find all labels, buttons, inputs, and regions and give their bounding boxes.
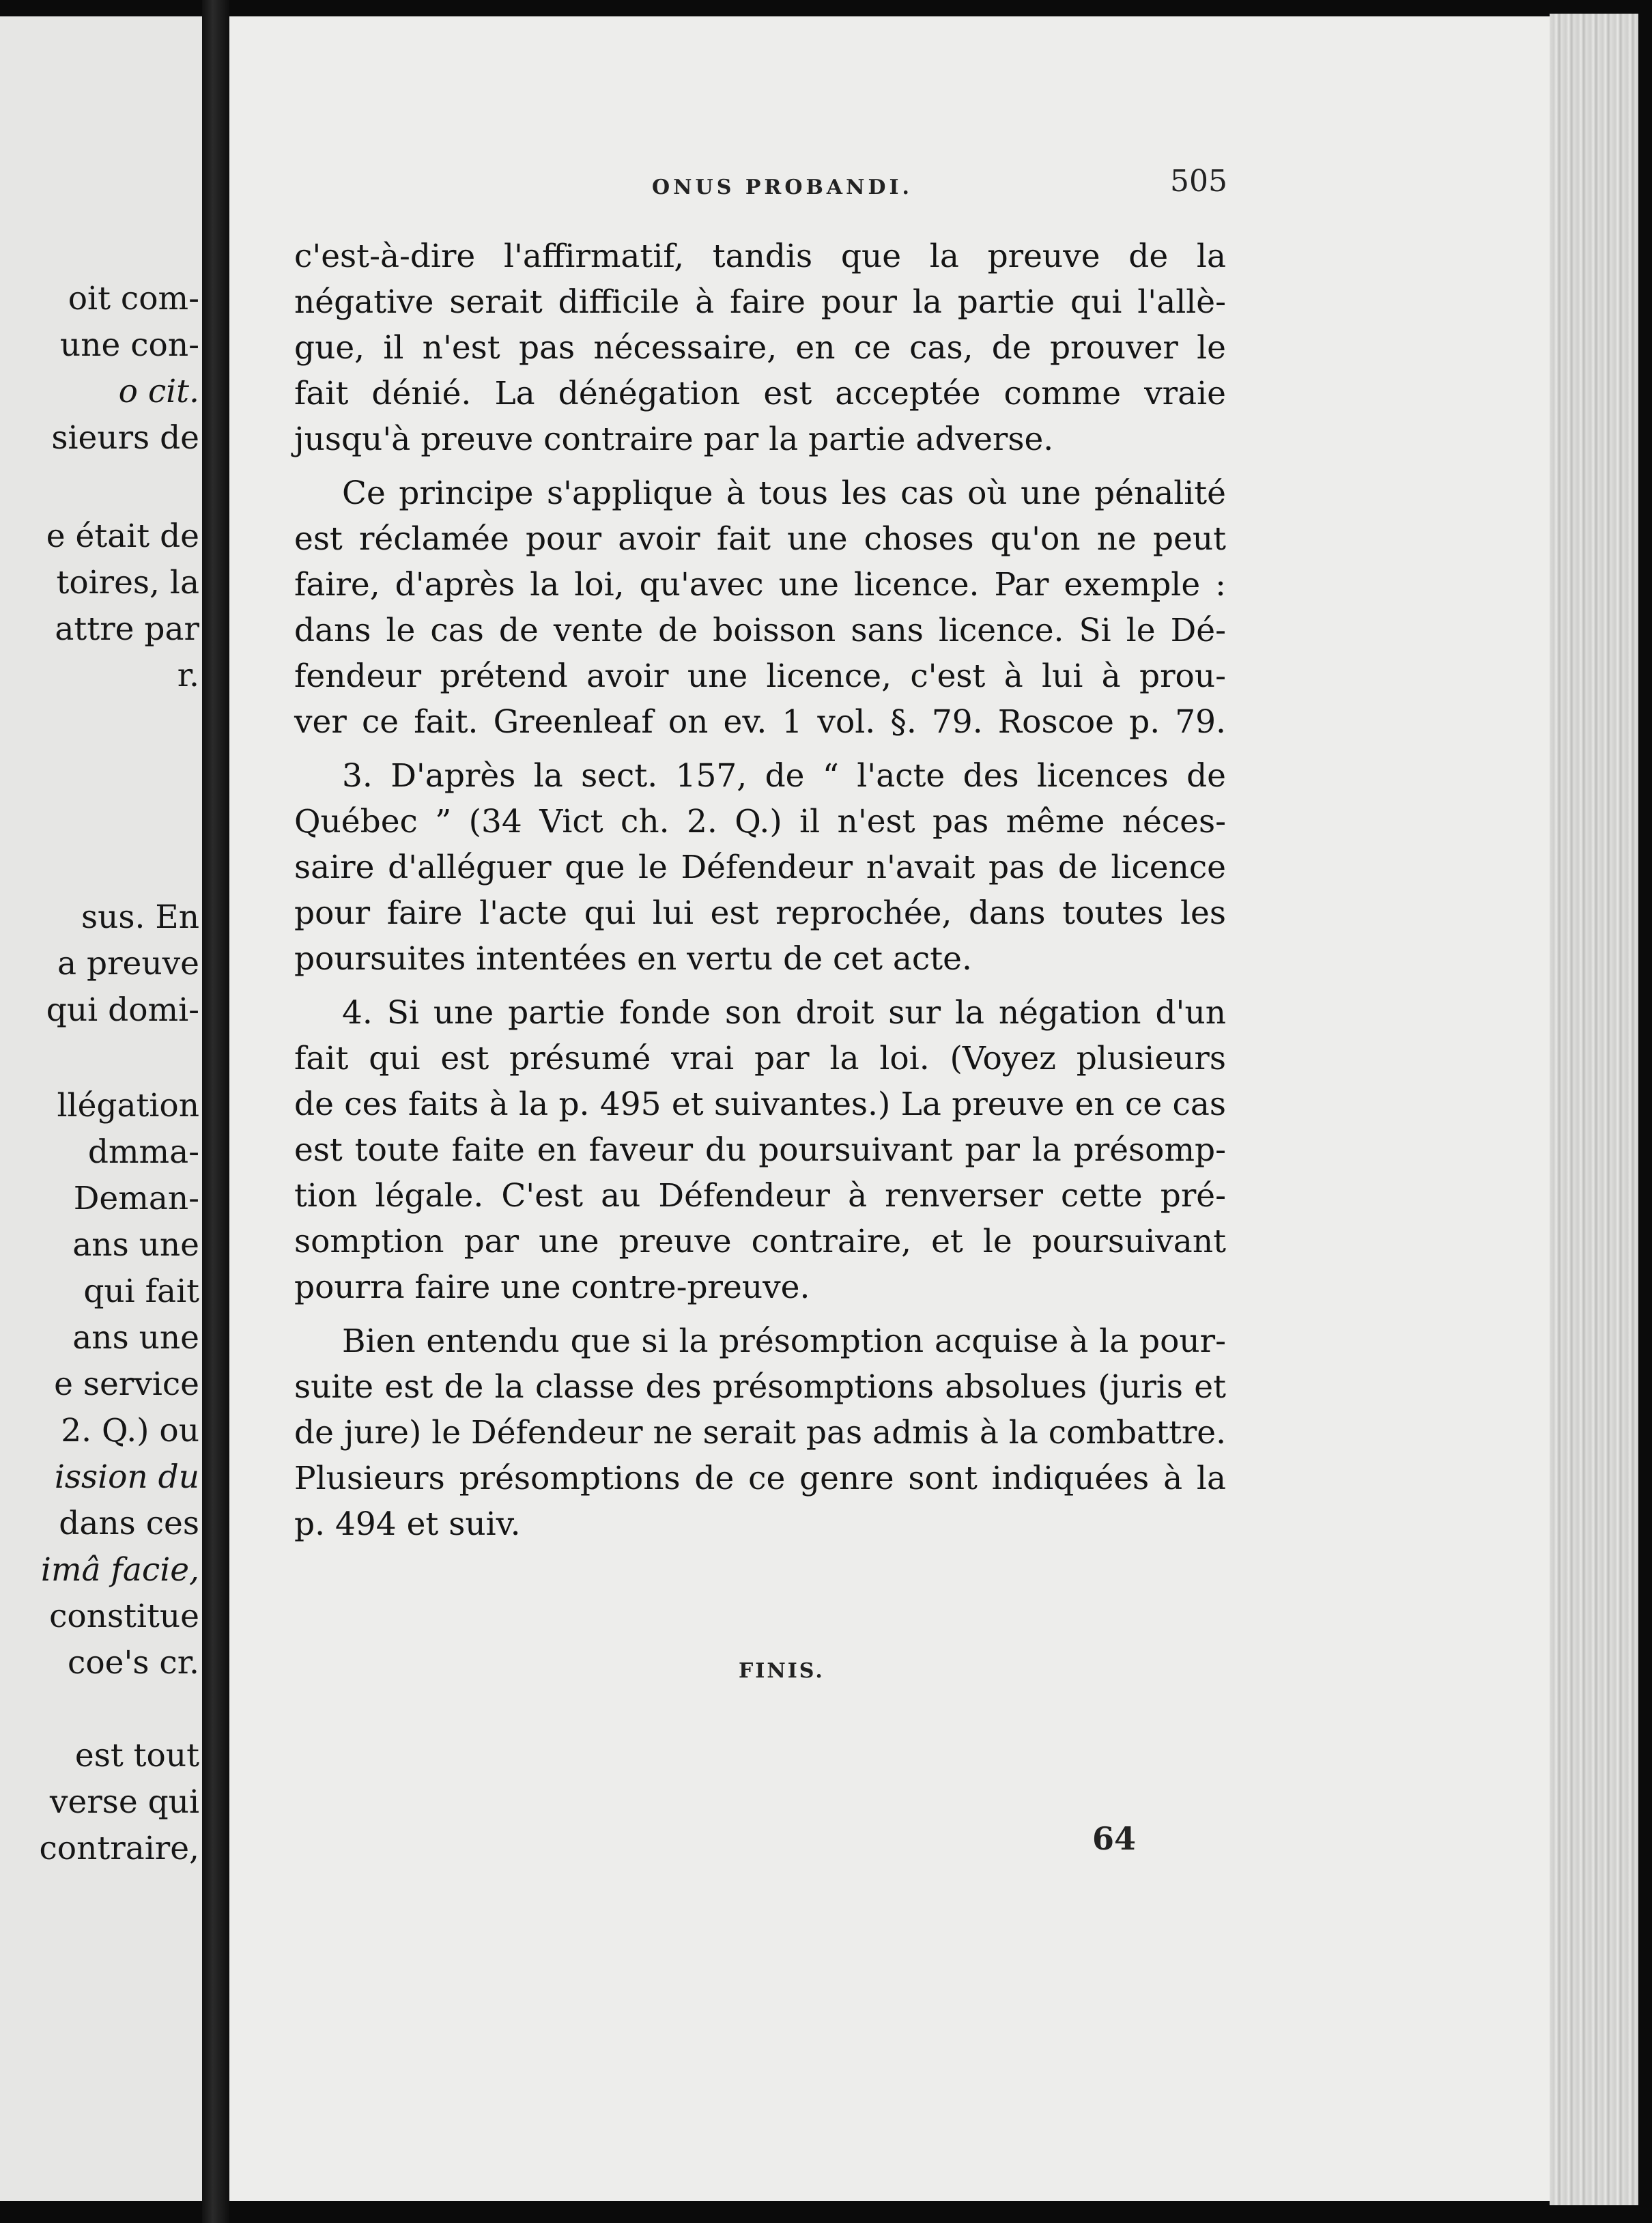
body-line: Plusieurs présomptions de ce genre sont indiquées à la — [294, 1460, 1226, 1497]
signature-mark: 64 — [1092, 1820, 1137, 1857]
left-page-line: une con- — [59, 326, 199, 364]
body-line: saire d'alléguer que le Défendeur n'avait pas de licence — [294, 849, 1226, 886]
left-page-line: Deman- — [73, 1180, 199, 1217]
body-line: de jure) le Défendeur ne serait pas admis à la combattre. — [294, 1414, 1227, 1452]
body-line: 4. Si une partie fonde son droit sur la négation d'un — [342, 994, 1226, 1032]
left-page-line: 2. Q.) ou — [61, 1412, 199, 1449]
body-line: ver ce fait. Greenleaf on ev. 1 vol. §. 79. Roscoe p. 79. — [294, 703, 1226, 741]
body-line: fait dénié. La dénégation est acceptée comme vraie — [294, 375, 1226, 412]
body-line: suite est de la classe des présomptions absolues (juris et — [294, 1368, 1226, 1406]
left-page-line: e service — [54, 1365, 199, 1403]
left-page-line: coe's cr. — [68, 1644, 199, 1682]
paragraph-gap — [294, 462, 1226, 470]
body-line: Bien entendu que si la présomption acquise à la pour- — [342, 1322, 1226, 1360]
left-page-line: qui fait — [83, 1273, 199, 1310]
left-facing-page — [0, 16, 202, 2201]
left-page-line: verse qui — [49, 1783, 199, 1821]
body-line: dans le cas de vente de boisson sans licence. Si le Dé- — [294, 612, 1226, 649]
left-page-line: toires, la — [56, 564, 199, 601]
left-page-line: ans une — [72, 1319, 199, 1357]
left-page-line: r. — [177, 657, 199, 694]
body-line: jusqu'à preuve contraire par la partie adverse. — [294, 421, 1054, 458]
left-page-line: contraire, — [39, 1830, 199, 1867]
body-line: de ces faits à la p. 495 et suivantes.) La preuve en ce cas — [294, 1086, 1226, 1123]
left-page-line: e était de — [46, 518, 199, 555]
left-page-line: est tout — [74, 1737, 199, 1774]
body-line: est réclamée pour avoir fait une choses qu'on ne peut — [294, 520, 1226, 558]
paragraph-gap — [294, 982, 1226, 990]
left-page-line: ans une — [72, 1226, 199, 1264]
body-line: Ce principe s'applique à tous les cas où une pénalité — [342, 475, 1226, 512]
left-page-line: a preuve — [57, 945, 199, 982]
body-line: négative serait difficile à faire pour la partie qui l'allè- — [294, 283, 1226, 321]
left-page-line: attre par — [55, 610, 199, 648]
body-line: pourra faire une contre-preuve. — [294, 1269, 810, 1306]
left-page-line: constitue — [49, 1598, 199, 1635]
body-line: gue, il n'est pas nécessaire, en ce cas, de prouver le — [294, 329, 1226, 367]
body-line: tion légale. C'est au Défendeur à renverser cette pré- — [294, 1177, 1226, 1215]
left-page-line: dmma- — [87, 1133, 199, 1171]
body-line: c'est-à-dire l'affirmatif, tandis que la preuve de la — [294, 238, 1226, 275]
body-line: est toute faite en faveur du poursuivant par la présomp- — [294, 1131, 1226, 1169]
page-number: 505 — [1170, 164, 1227, 199]
body-line: poursuites intentées en vertu de cet acte. — [294, 940, 972, 978]
left-page-line: llégation — [57, 1087, 199, 1124]
left-page-line: ission du — [54, 1458, 199, 1496]
body-line: fait qui est présumé vrai par la loi. (Voyez plusieurs — [294, 1040, 1226, 1077]
left-page-line: dans ces — [59, 1505, 199, 1542]
body-line: Québec ” (34 Vict ch. 2. Q.) il n'est pas même néces- — [294, 803, 1226, 840]
body-line: fendeur prétend avoir une licence, c'est à lui à prou- — [294, 657, 1226, 695]
body-line: pour faire l'acte qui lui est reprochée, dans toutes les — [294, 894, 1226, 932]
body-text — [294, 233, 1226, 1547]
book-gutter — [202, 0, 229, 2223]
running-title: ONUS PROBANDI. — [652, 175, 913, 199]
left-page-line: imâ facie, — [40, 1551, 199, 1589]
finis-label: FINIS. — [739, 1659, 825, 1683]
body-line: somption par une preuve contraire, et le poursuivant — [294, 1223, 1226, 1260]
body-line: p. 494 et suiv. — [294, 1505, 521, 1543]
paragraph-gap — [294, 745, 1226, 753]
body-line: faire, d'après la loi, qu'avec une licence. Par exemple : — [294, 566, 1226, 604]
page-edges — [1550, 14, 1638, 2205]
body-line: 3. D'après la sect. 157, de “ l'acte des licences de — [342, 757, 1226, 795]
left-page-line: o cit. — [118, 373, 199, 410]
left-page-line: sieurs de — [51, 419, 199, 457]
left-page-line: oit com- — [68, 280, 199, 317]
left-page-line: qui domi- — [46, 991, 199, 1029]
paragraph-gap — [294, 1310, 1226, 1318]
left-page-line: sus. En — [81, 898, 199, 936]
